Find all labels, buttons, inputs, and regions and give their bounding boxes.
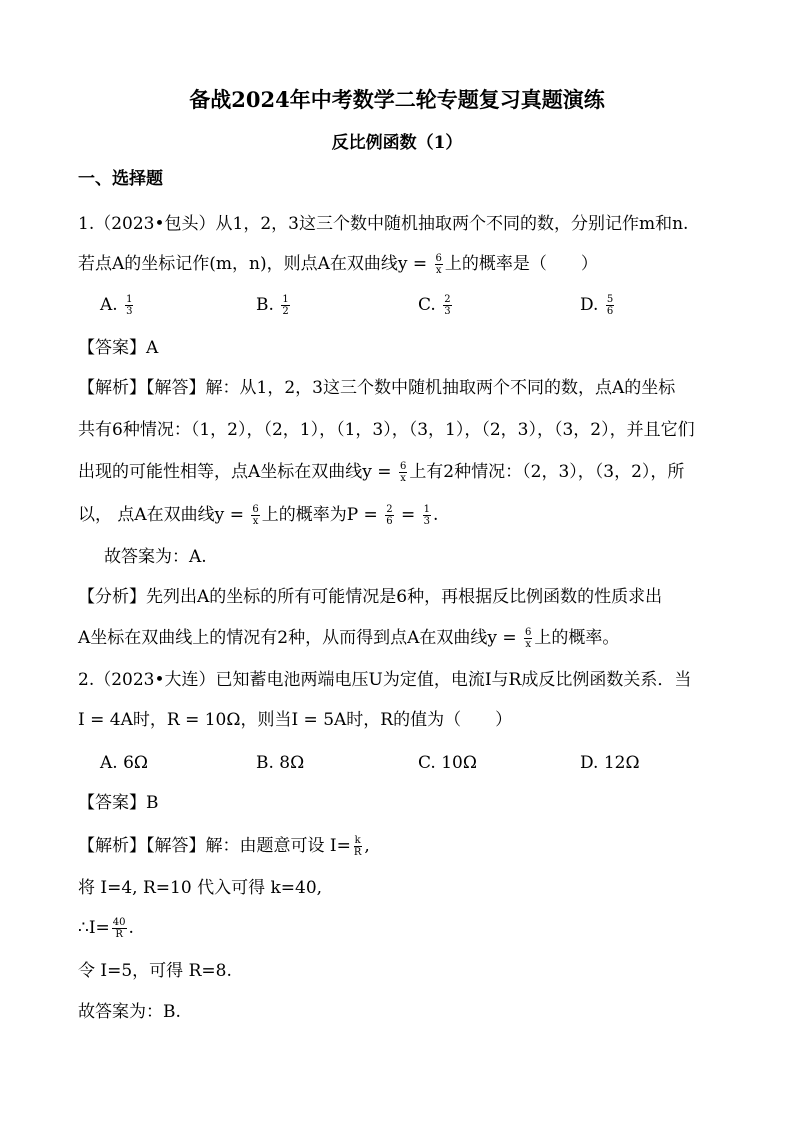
q1-stem-text-b: 上的概率是（ ）	[444, 254, 598, 274]
q2-option-a: A. 6Ω	[100, 753, 148, 773]
q1-analysis-line2: 共有6种情况：（1，2），（2，1），（1，3），（3，1），（2，3），（3，2），并且它们	[78, 420, 695, 440]
document-subtitle: 反比例函数（1）	[331, 133, 463, 153]
q1-option-c: C. $\frac{2}{3}$	[418, 294, 451, 317]
q2-stem-line1: 2.（2023•大连）已知蓄电池两端电压U为定值，电流I与R成反比例函数关系．当	[78, 670, 692, 690]
q1-conclusion: 故答案为：A.	[104, 547, 207, 567]
frac-denominator: x	[435, 265, 442, 276]
q2-stem-line2: I = 4A时，R = 10Ω，则当I = 5A时，R的值为（ ）	[78, 710, 513, 730]
q1-analysis-line4: 以， 点A在双曲线y = $\frac{6}{x}$ 上的概率为P = $\frac{2}{6}$ = $\frac{1}{3}$ .	[78, 504, 439, 527]
q1-fraction	[435, 253, 443, 276]
q1-stem-line2	[78, 252, 598, 276]
q2-analysis-line2: 将 I=4, R=10 代入可得 k=40,	[78, 878, 323, 898]
q1-analysis-line3: 出现的可能性相等，点A坐标在双曲线y = $\frac{6}{x}$ 上有2种情况：（2，3），（3，2），所	[78, 461, 685, 484]
q2-analysis-line4: 令 I=5，可得 R=8.	[78, 961, 232, 981]
q1-analysis-line1: 【解析】【解答】解：从1，2，3这三个数中随机抽取两个不同的数，点A的坐标	[78, 378, 676, 398]
q1-stem-text-a: 若点A的坐标记作(m，n)，则点A在双曲线y =	[78, 254, 433, 274]
fraction-result: $\frac{1}{3}$	[423, 504, 431, 527]
frac-numerator: 6	[435, 253, 442, 264]
q1-fenxi-line2: A坐标在双曲线上的情况有2种，从而得到点A在双曲线y = $\frac{6}{x}$ 上的概率。	[78, 627, 620, 650]
fraction-40-over-r: $\frac{40}{R}$	[112, 917, 126, 940]
q2-option-c: C. 10Ω	[418, 753, 477, 773]
fraction-k-over-r: $\frac{k}{R}$	[353, 835, 362, 858]
document-title: 备战2024年中考数学二轮专题复习真题演练	[189, 87, 605, 112]
fraction: $\frac{6}{x}$	[252, 504, 259, 527]
fraction: $\frac{6}{x}$	[399, 461, 407, 484]
q2-option-d: D. 12Ω	[580, 753, 640, 773]
q1-answer: 【答案】A	[78, 338, 159, 358]
fraction: $\frac{6}{x}$	[525, 627, 532, 650]
q1-stem-line1: 1.（2023•包头）从1，2，3这三个数中随机抽取两个不同的数，分别记作m和n.	[78, 214, 689, 234]
q2-answer: 【答案】B	[78, 793, 159, 813]
q2-conclusion: 故答案为：B.	[78, 1002, 181, 1022]
q2-option-b: B. 8Ω	[256, 753, 305, 773]
fraction-p: $\frac{2}{6}$	[386, 504, 393, 527]
q1-option-b: B. $\frac{1}{2}$	[256, 294, 289, 317]
section-heading: 一、选择题	[78, 169, 163, 189]
q2-analysis-line1: 【解析】【解答】解：由题意可设 I= $\frac{k}{R}$ ,	[78, 835, 370, 858]
q1-option-d: D. $\frac{5}{6}$	[580, 294, 614, 317]
q2-analysis-line3: ∴I= $\frac{40}{R}$ .	[78, 917, 134, 940]
q1-fenxi-line1: 【分析】先列出A的坐标的所有可能情况是6种，再根据反比例函数的性质求出	[78, 587, 663, 607]
q1-option-a: A. $\frac{1}{3}$	[100, 294, 133, 317]
